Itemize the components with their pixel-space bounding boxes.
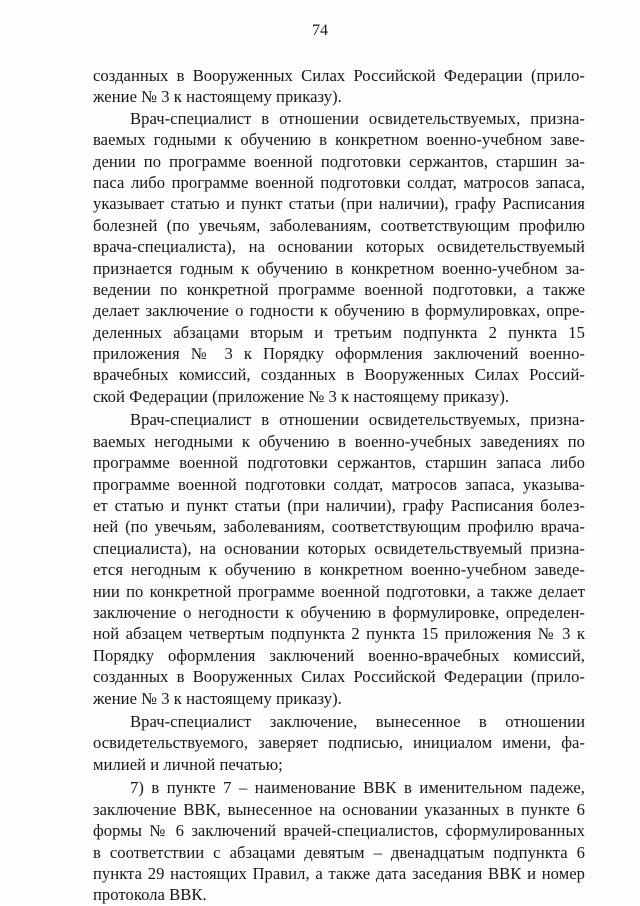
text-line: созданных в Вооруженных Силах Российской Федерации (прило- [93,667,585,687]
text-line: ведении по конкретной программе военной подготовки, а также [93,279,585,299]
page-number: 74 [312,22,328,39]
text-line: приложения № 3 к Порядку оформления заключений военно- [93,344,585,364]
document-body [93,65,585,906]
text-line: пункта 29 настоящих Правил, а также дата заседания ВВК и номер [93,864,585,884]
text-line: паса либо программе военной подготовки солдат, матросов запаса, [93,172,585,192]
text-line: программе военной подготовки солдат, матросов запаса, указыва- [93,474,585,494]
text-line: милией и личной печатью; [93,754,283,774]
text-line: освидетельствуемого, заверяет подписью, инициалом имени, фа- [93,733,585,753]
text-line: деленных абзацами вторым и третьим подпункта 2 пункта 15 [93,322,585,342]
text-line: созданных в Вооруженных Силах Российской Федерации (прило- [93,66,585,85]
text-line: нии по конкретной программе военной подготовки, а также делает [93,581,585,601]
paragraph-item-7 [93,777,585,905]
paragraph-unfit-for-training [93,409,585,708]
text-line: ет статью и пункт статьи (при наличии), графу Расписания болез- [93,496,585,515]
text-line: ней (по увечьям, заболеваниям, соответствующим профилю врача- [93,517,585,537]
text-line: ваемых негодными к обучению в военно-учебных заведениях по [93,431,585,451]
text-line: Врач-специалист заключение, вынесенное в отношении [130,712,585,732]
text-line: ваемых годными к обучению в конкретном военно-учебном заве- [93,130,585,150]
text-line: ной абзацем четвертым подпункта 2 пункта 15 приложения № 3 к [93,624,585,644]
text-line: программе военной подготовки сержантов, старшин запаса либо [93,453,585,473]
text-line: болезней (по увечьям, заболеваниям, соответствующим профилю [93,215,585,235]
text-line: специалиста), на основании которых освидетельствуемый призна- [93,538,585,558]
text-line: жение № 3 к настоящему приказу). [93,688,342,708]
text-line: 7) в пункте 7 – наименование ВВК в именительном падеже, [130,778,585,798]
text-line: Врач-специалист в отношении освидетельствуемых, призна- [130,410,585,430]
text-line: Порядку оформления заключений военно-врачебных комиссий, [93,645,585,665]
text-line: врача-специалиста), на основании которых освидетельствуемый [93,237,585,257]
text-line: протокола ВВК. [93,885,207,905]
text-line: дении по программе военной подготовки сержантов, старшин за- [93,151,585,171]
text-line: указывает статью и пункт статьи (при наличии), графу Расписания [93,194,585,214]
text-line: в соответствии с абзацами девятым – двенадцатым подпункта 6 [93,842,585,862]
text-line: формы № 6 заключений врачей-специалистов, сформулированных [93,821,585,841]
text-line: жение № 3 к настоящему приказу). [93,87,342,107]
text-line: врачебных комиссий, созданных в Вооруженных Силах Россий- [93,365,585,385]
text-line: признается годным к обучению в конкретном военно-учебном за- [93,258,585,278]
text-line: Врач-специалист в отношении освидетельствуемых, призна- [130,108,585,128]
text-line: ской Федерации (приложение № 3 к настоящему приказу). [93,386,510,406]
text-line: делает заключение о годности к обучению в формулировках, опре- [93,301,585,321]
paragraph-signature [93,711,585,775]
paragraph-continuation [93,65,585,108]
paragraph-fit-for-training [93,108,585,407]
text-line: ется негодным к обучению в конкретном военно-учебном заведе- [93,560,585,580]
text-line: заключение о негодности к обучению в формулировке, определен- [93,602,585,622]
text-line: заключение ВВК, вынесенное на основании указанных в пункте 6 [93,799,585,819]
